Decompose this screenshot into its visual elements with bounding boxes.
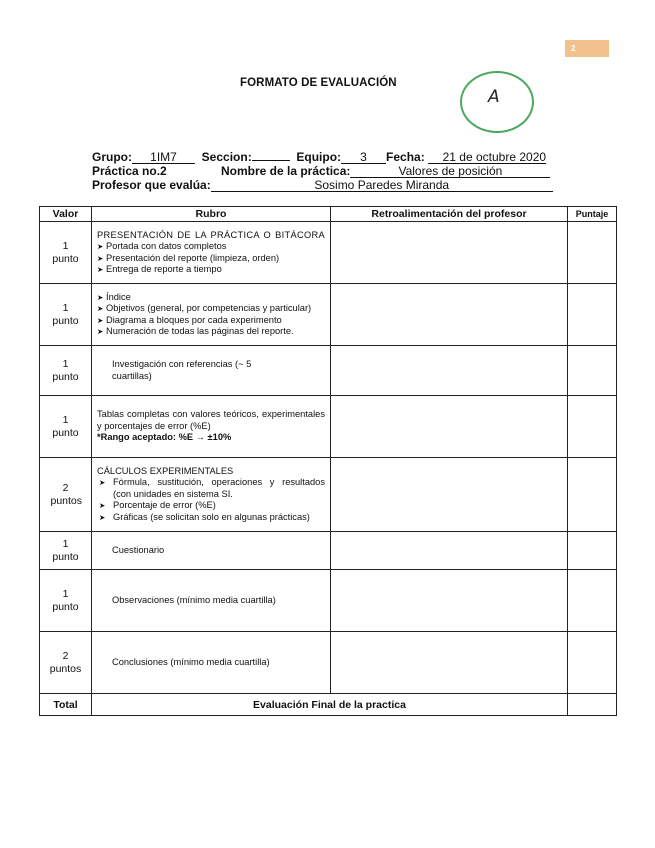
valor-cell: 1 punto	[40, 532, 92, 570]
rubro-text: Conclusiones (mínimo media cuartilla)	[112, 656, 270, 667]
rubro-title: PRESENTACIÓN DE LA PRÁCTICA O BITÁCORA	[97, 229, 325, 240]
rubro-cell	[92, 632, 331, 694]
header-retroalimentacion: Retroalimentación del profesor	[331, 207, 568, 222]
total-score-cell[interactable]	[568, 694, 617, 716]
page-number-badge: 2	[565, 40, 609, 57]
header-line-2	[92, 164, 167, 178]
feedback-cell[interactable]	[331, 396, 568, 458]
equipo-label: Equipo:	[296, 150, 342, 164]
list-item: ➤ Fórmula, sustitución, operaciones y resultados (con unidades en sistema SI.	[97, 477, 325, 500]
valor-cell: 1 punto	[40, 570, 92, 632]
table-row	[40, 222, 617, 284]
list-item: ➤ Numeración de todas las páginas del reporte.	[97, 326, 325, 338]
valor-cell: 2 puntos	[40, 632, 92, 694]
valor-cell: 1 punto	[40, 222, 92, 284]
equipo-value: 3	[341, 151, 386, 164]
score-cell[interactable]	[568, 396, 617, 458]
list-item: ➤ Portada con datos completos	[97, 241, 325, 253]
score-cell[interactable]	[568, 222, 617, 284]
evaluation-table	[39, 206, 617, 716]
total-row	[40, 694, 617, 716]
valor-cell: 2 puntos	[40, 458, 92, 532]
rubro-items	[97, 477, 325, 523]
profesor-label: Profesor que evalúa:	[92, 178, 211, 192]
header-rubro: Rubro	[92, 207, 331, 222]
header-line-1	[92, 150, 546, 164]
rubro-cell	[92, 532, 331, 570]
score-cell[interactable]	[568, 532, 617, 570]
table-row	[40, 346, 617, 396]
rubro-text: Cuestionario	[112, 544, 165, 555]
nombre-practica-label: Nombre de la práctica:	[221, 164, 351, 178]
table-row	[40, 284, 617, 346]
list-item: ➤ Diagrama a bloques por cada experimento	[97, 315, 325, 327]
valor-cell: 1 punto	[40, 284, 92, 346]
feedback-cell[interactable]	[331, 532, 568, 570]
final-evaluation-label: Evaluación Final de la practica	[92, 694, 568, 716]
profesor-value: Sosimo Paredes Miranda	[211, 179, 553, 192]
practica-label: Práctica no.2	[92, 164, 167, 178]
list-item: ➤ Entrega de reporte a tiempo	[97, 264, 325, 276]
table-row	[40, 632, 617, 694]
feedback-cell[interactable]	[331, 284, 568, 346]
score-cell[interactable]	[568, 570, 617, 632]
valor-cell: 1 punto	[40, 396, 92, 458]
rubro-text: Tablas completas con valores teóricos, experimentales y porcentajes de error (%E)	[97, 409, 325, 431]
nombre-practica-value: Valores de posición	[350, 165, 550, 178]
feedback-cell[interactable]	[331, 222, 568, 284]
rubro-note: *Rango aceptado: %E → ±10%	[97, 432, 232, 443]
feedback-cell[interactable]	[331, 458, 568, 532]
feedback-cell[interactable]	[331, 570, 568, 632]
header-valor: Valor	[40, 207, 92, 222]
score-cell[interactable]	[568, 284, 617, 346]
table-row	[40, 458, 617, 532]
rubro-items	[97, 292, 325, 338]
list-item: ➤ Porcentaje de error (%E)	[97, 500, 325, 512]
rubro-title: CÁLCULOS EXPERIMENTALES	[97, 465, 234, 476]
table-row	[40, 532, 617, 570]
fecha-label: Fecha:	[386, 150, 425, 164]
rubro-cell	[92, 570, 331, 632]
table-row	[40, 396, 617, 458]
list-item: ➤ Gráficas (se solicitan solo en algunas prácticas)	[97, 512, 325, 524]
score-cell[interactable]	[568, 458, 617, 532]
list-item: ➤ Presentación del reporte (limpieza, orden)	[97, 253, 325, 265]
total-label: Total	[40, 694, 92, 716]
score-cell[interactable]	[568, 346, 617, 396]
rubro-items	[97, 241, 325, 276]
rubro-cell	[92, 284, 331, 346]
table-row	[40, 570, 617, 632]
header-puntaje: Puntaje	[568, 207, 617, 222]
grupo-value: 1IM7	[132, 151, 195, 164]
rubro-cell	[92, 346, 331, 396]
grupo-label: Grupo:	[92, 150, 132, 164]
grade-letter: A	[488, 87, 500, 107]
score-cell[interactable]	[568, 632, 617, 694]
list-item: ➤ Índice	[97, 292, 325, 304]
rubro-cell	[92, 222, 331, 284]
valor-cell: 1 punto	[40, 346, 92, 396]
header-line-2-name	[221, 164, 550, 178]
header-line-3	[92, 178, 553, 192]
rubro-cell	[92, 458, 331, 532]
feedback-cell[interactable]	[331, 632, 568, 694]
rubro-cell	[92, 396, 331, 458]
document-title: FORMATO DE EVALUACIÓN	[240, 77, 397, 89]
rubro-text: Investigación con referencias (~ 5 cuartillas)	[112, 359, 252, 381]
seccion-blank	[252, 160, 290, 161]
list-item: ➤ Objetivos (general, por competencias y particular)	[97, 303, 325, 315]
fecha-value: 21 de octubre 2020	[428, 151, 546, 164]
seccion-label: Seccion:	[201, 150, 252, 164]
feedback-cell[interactable]	[331, 346, 568, 396]
table-header-row	[40, 207, 617, 222]
rubro-text: Observaciones (mínimo media cuartilla)	[112, 594, 276, 605]
